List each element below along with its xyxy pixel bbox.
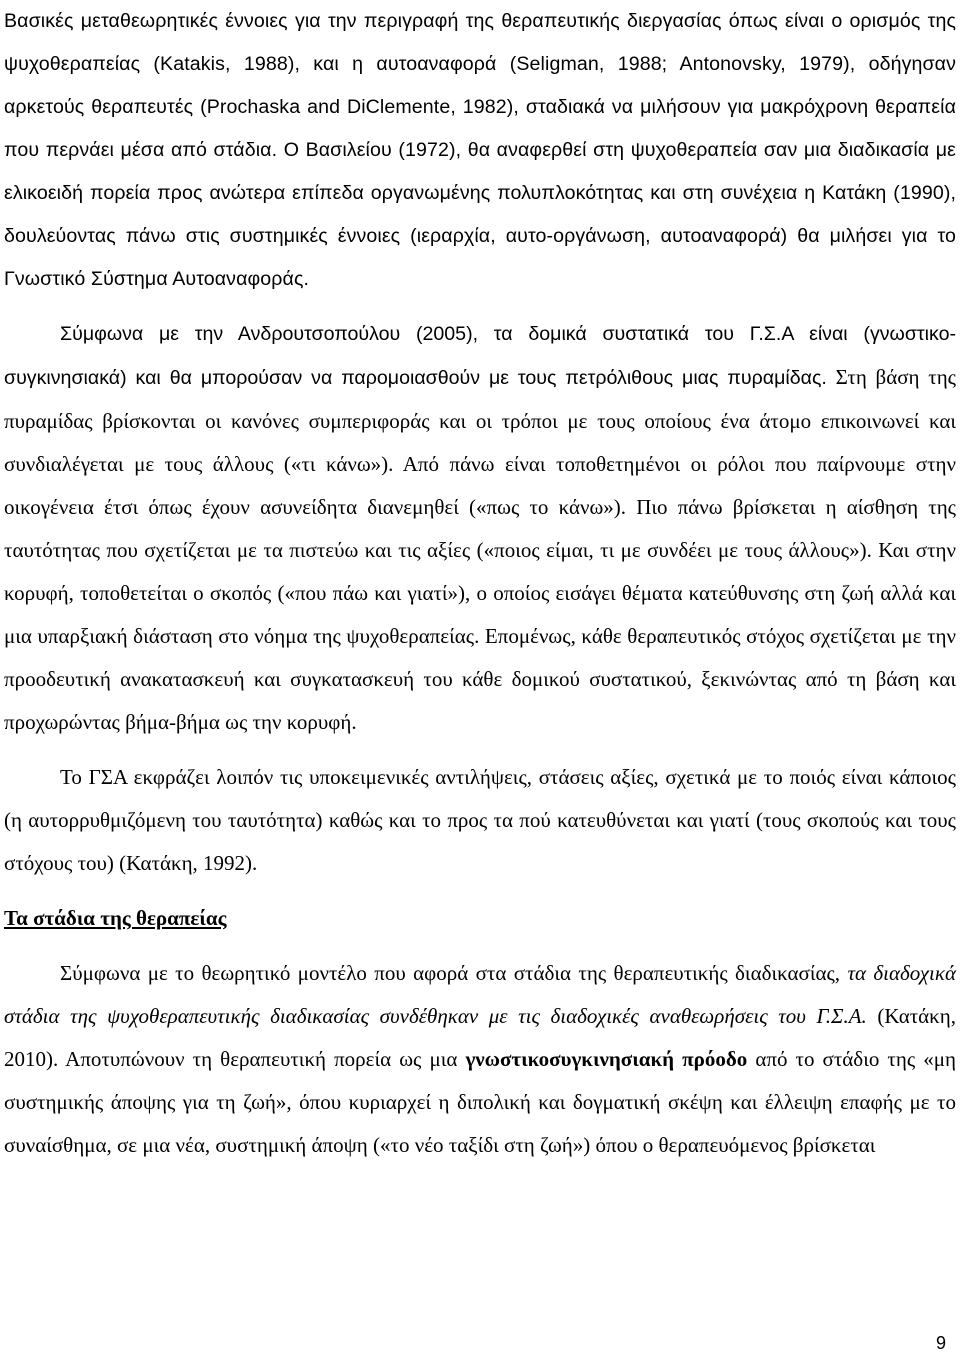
page-number: 9 [935,1333,946,1353]
paragraph-gsa-summary: Το ΓΣΑ εκφράζει λοιπόν τις υποκειμενικές αντιλήψεις, στάσεις αξίες, σχετικά με το ποιός είναι κάποιος (η αυτορρυθμιζόμενη του ταυτότητα) καθώς και το προς τα πού κατευθύνεται και γιατί (τους σκοπούς και τους στόχους του) (Κατάκη, 1992). [4,765,956,875]
paragraph-therapy-stages [4,952,956,1167]
paragraph-therapy-stages-intro: Σύμφωνα με το θεωρητικό μοντέλο που αφορά στα στάδια της θεραπευτικής διαδικασίας, [60,961,848,985]
paragraph-metatheoretical-concepts: Βασικές μεταθεωρητικές έννοιες για την περιγραφή της θεραπευτικής διεργασίας όπως είναι ο ορισμός της ψυχοθεραπείας (Katakis, 1988), και η αυτοαναφορά (Seligman, 1988; Antonovsky, 1979), οδήγησαν αρκετούς θεραπευτές (Prochaska and DiClemente, 1982), σταδιακά να μιλήσουν για μακρόχρονη θεραπεία που περνάει μέσα από στάδια. Ο Βασιλείου (1972), θα αναφερθεί στη ψυχοθεραπεία σαν μια διαδικασία με ελικοειδή πορεία προς ανώτερα επίπεδα οργανωμένης πολυπλοκότητας και στη συνέχεια η Κατάκη (1990), δουλεύοντας πάνω στις συστημικές έννοιες (ιεραρχία, αυτο-οργάνωση, αυτοαναφορά) θα μιλήσει για το Γνωστικό Σύστημα Αυτοαναφοράς. [4,10,956,290]
section-heading-therapy-stages: Τα στάδια της θεραπείας [4,906,227,930]
paragraph-gsa-components [4,312,956,744]
paragraph-therapy-stages-citation: (Κατάκη, 2010). Αποτυπώνουν τη θεραπευτική πορεία ως μια [4,1004,956,1071]
paragraph-therapy-stages-italic: τα διαδοχικά στάδια της ψυχοθεραπευτικής διαδικασίας συνδέθηκαν με τις διαδοχικές αναθεωρήσεις του Γ.Σ.Α. [4,961,956,1028]
paragraph-therapy-stages-rest: από το στάδιο της «μη συστημικής άποψης για τη ζωή», όπου κυριαρχεί η διπολική και δογματική σκέψη και έλλειψη επαφής με το συναίσθημα, σε μια νέα, συστημική άποψη («το νέο ταξίδι στη ζωή») όπου ο θεραπευόμενος βρίσκεται [4,1047,956,1157]
paragraph-therapy-stages-bold-term: γνωστικοσυγκινησιακή πρόοδο [465,1047,748,1071]
document-body [4,0,956,1167]
paragraph-gsa-components-pyramid: Στη βάση της πυραμίδας βρίσκονται οι κανόνες συμπεριφοράς και οι τρόποι με τους οποίους ένα άτομο επικοινωνεί και συνδιαλέγεται με τους άλλους («τι κάνω»). Από πάνω είναι τοποθετημένοι οι ρόλοι που παίρνουμε στην οικογένεια έτσι όπως έχουν ασυνείδητα διανεμηθεί («πως το κάνω»). Πιο πάνω βρίσκεται η αίσθηση της ταυτότητας που σχετίζεται με τα πιστεύω και τις αξίες («ποιος είμαι, τι με συνδέει με τους άλλους»). Και στην κορυφή, τοποθετείται ο σκοπός («που πάω και γιατί»), ο οποίος εισάγει θέματα κατεύθυνσης στη ζωή αλλά και μια υπαρξιακή διάσταση στο νόημα της ψυχοθεραπείας. Επομένως, κάθε θεραπευτικός στόχος σχετίζεται με την προοδευτική ανακατασκευή και συγκατασκευή του κάθε δομικού συστατικού, ξεκινώντας από τη βάση και προχωρώντας βήμα-βήμα ως την κορυφή. [4,365,956,734]
paragraph-gsa-components-intro: Σύμφωνα με την Ανδρουτσοπούλου (2005), τα δομικά συστατικά του Γ.Σ.Α είναι (γνωστικο-συγκινησιακά) και θα μπορούσαν να παρομοιασθούν με τους πετρόλιθους μιας πυραμίδας. [4,323,956,389]
